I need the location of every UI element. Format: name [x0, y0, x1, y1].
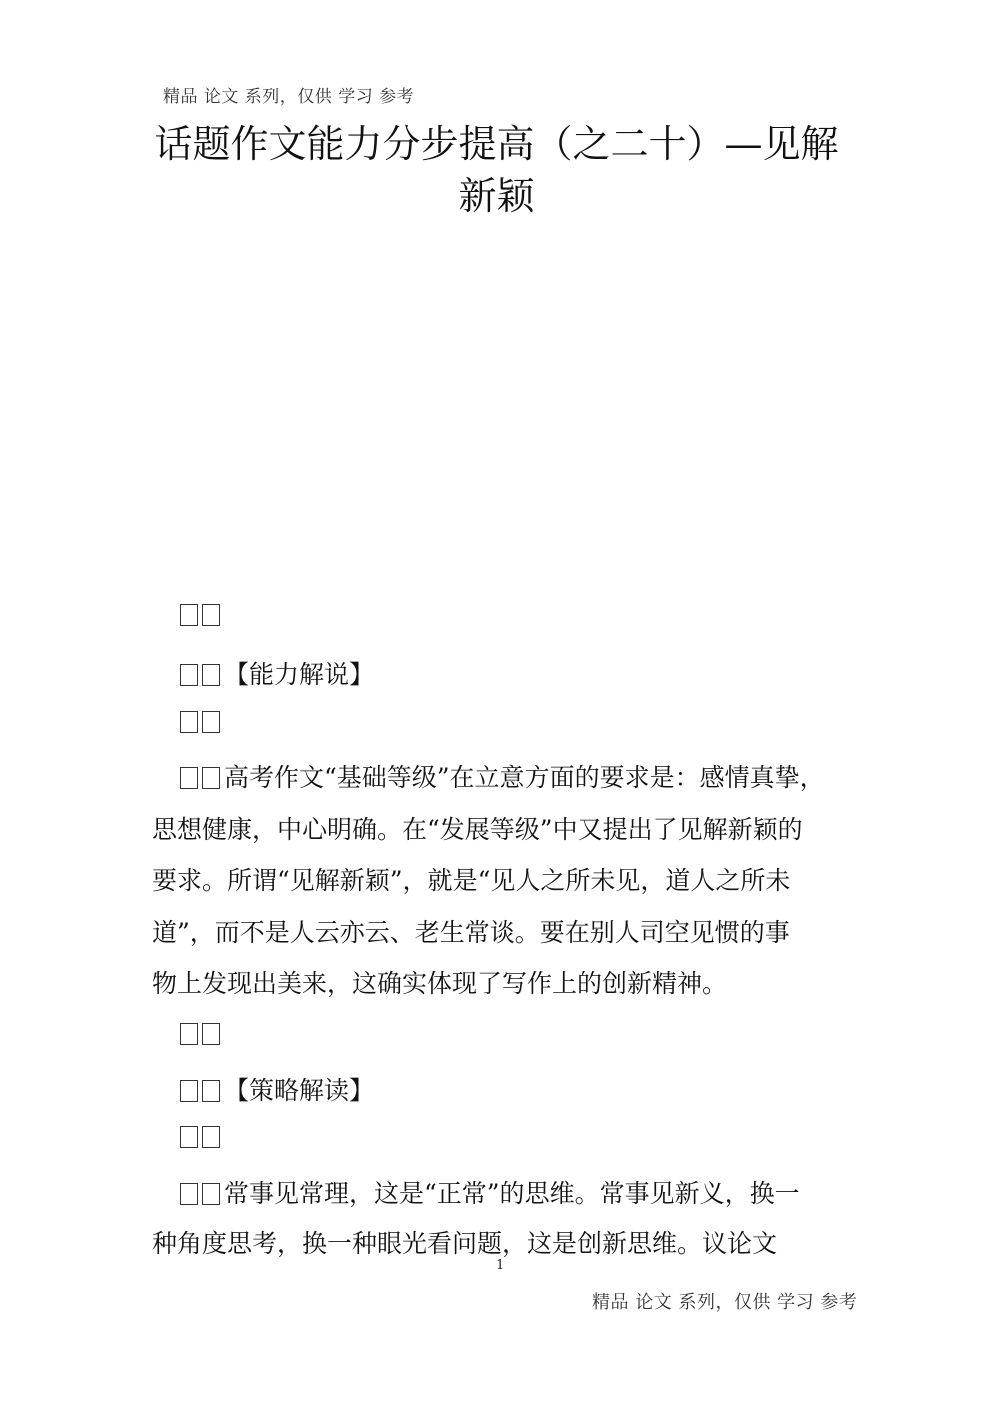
paragraph-line [152, 758, 825, 794]
missing-glyph-box [202, 1023, 220, 1045]
header-note: 精品 论文 系列，仅供 学习 参考 [163, 87, 415, 107]
missing-glyph-box [180, 1183, 198, 1205]
section-heading-text: 【策略解读】 [224, 1076, 375, 1105]
paragraph-text: 高考作文“基础等级”在立意方面的要求是：感情真挚， [224, 763, 825, 792]
placeholder-line [152, 1122, 224, 1151]
missing-glyph-box [180, 604, 198, 626]
paragraph-line: 物上发现出美来，这确实体现了写作上的创新精神。 [152, 969, 728, 998]
placeholder-line [152, 1019, 224, 1048]
missing-glyph-box [202, 664, 220, 686]
placeholder-line [152, 707, 224, 736]
missing-glyph-box [180, 1126, 198, 1148]
section-heading-text: 【能力解说】 [224, 660, 375, 689]
missing-glyph-box [180, 767, 198, 789]
missing-glyph-box [180, 664, 198, 686]
footer-note: 精品 论文 系列，仅供 学习 参考 [592, 1292, 858, 1313]
title-line-2: 新颖 [458, 174, 535, 218]
missing-glyph-box [180, 1023, 198, 1045]
paragraph-line: 要求。所谓“见解新颖”，就是“见人之所未见，道人之所未 [152, 866, 791, 895]
missing-glyph-box [180, 711, 198, 733]
paragraph-line: 道”，而不是人云亦云、老生常谈。要在别人司空见惯的事 [152, 918, 790, 947]
paragraph-text: 常事见常理，这是“正常”的思维。常事见新义，换一 [224, 1179, 800, 1208]
missing-glyph-box [202, 1080, 220, 1102]
paragraph-line: 思想健康，中心明确。在“发展等级”中又提出了见解新颖的 [152, 815, 803, 844]
missing-glyph-box [202, 604, 220, 626]
placeholder-line [152, 600, 224, 629]
page-number: 1 [496, 1258, 505, 1273]
missing-glyph-box [202, 711, 220, 733]
missing-glyph-box [180, 1080, 198, 1102]
title-line-1: 话题作文能力分步提高（之二十）—见解 [154, 122, 839, 166]
section-heading-strategy [152, 1071, 374, 1107]
missing-glyph-box [202, 767, 220, 789]
missing-glyph-box [202, 1126, 220, 1148]
document-title [100, 118, 893, 222]
missing-glyph-box [202, 1183, 220, 1205]
paragraph-line [152, 1174, 800, 1210]
paragraph-line: 种角度思考，换一种眼光看问题，这是创新思维。议论文 [152, 1229, 778, 1258]
section-heading-ability [152, 655, 374, 691]
